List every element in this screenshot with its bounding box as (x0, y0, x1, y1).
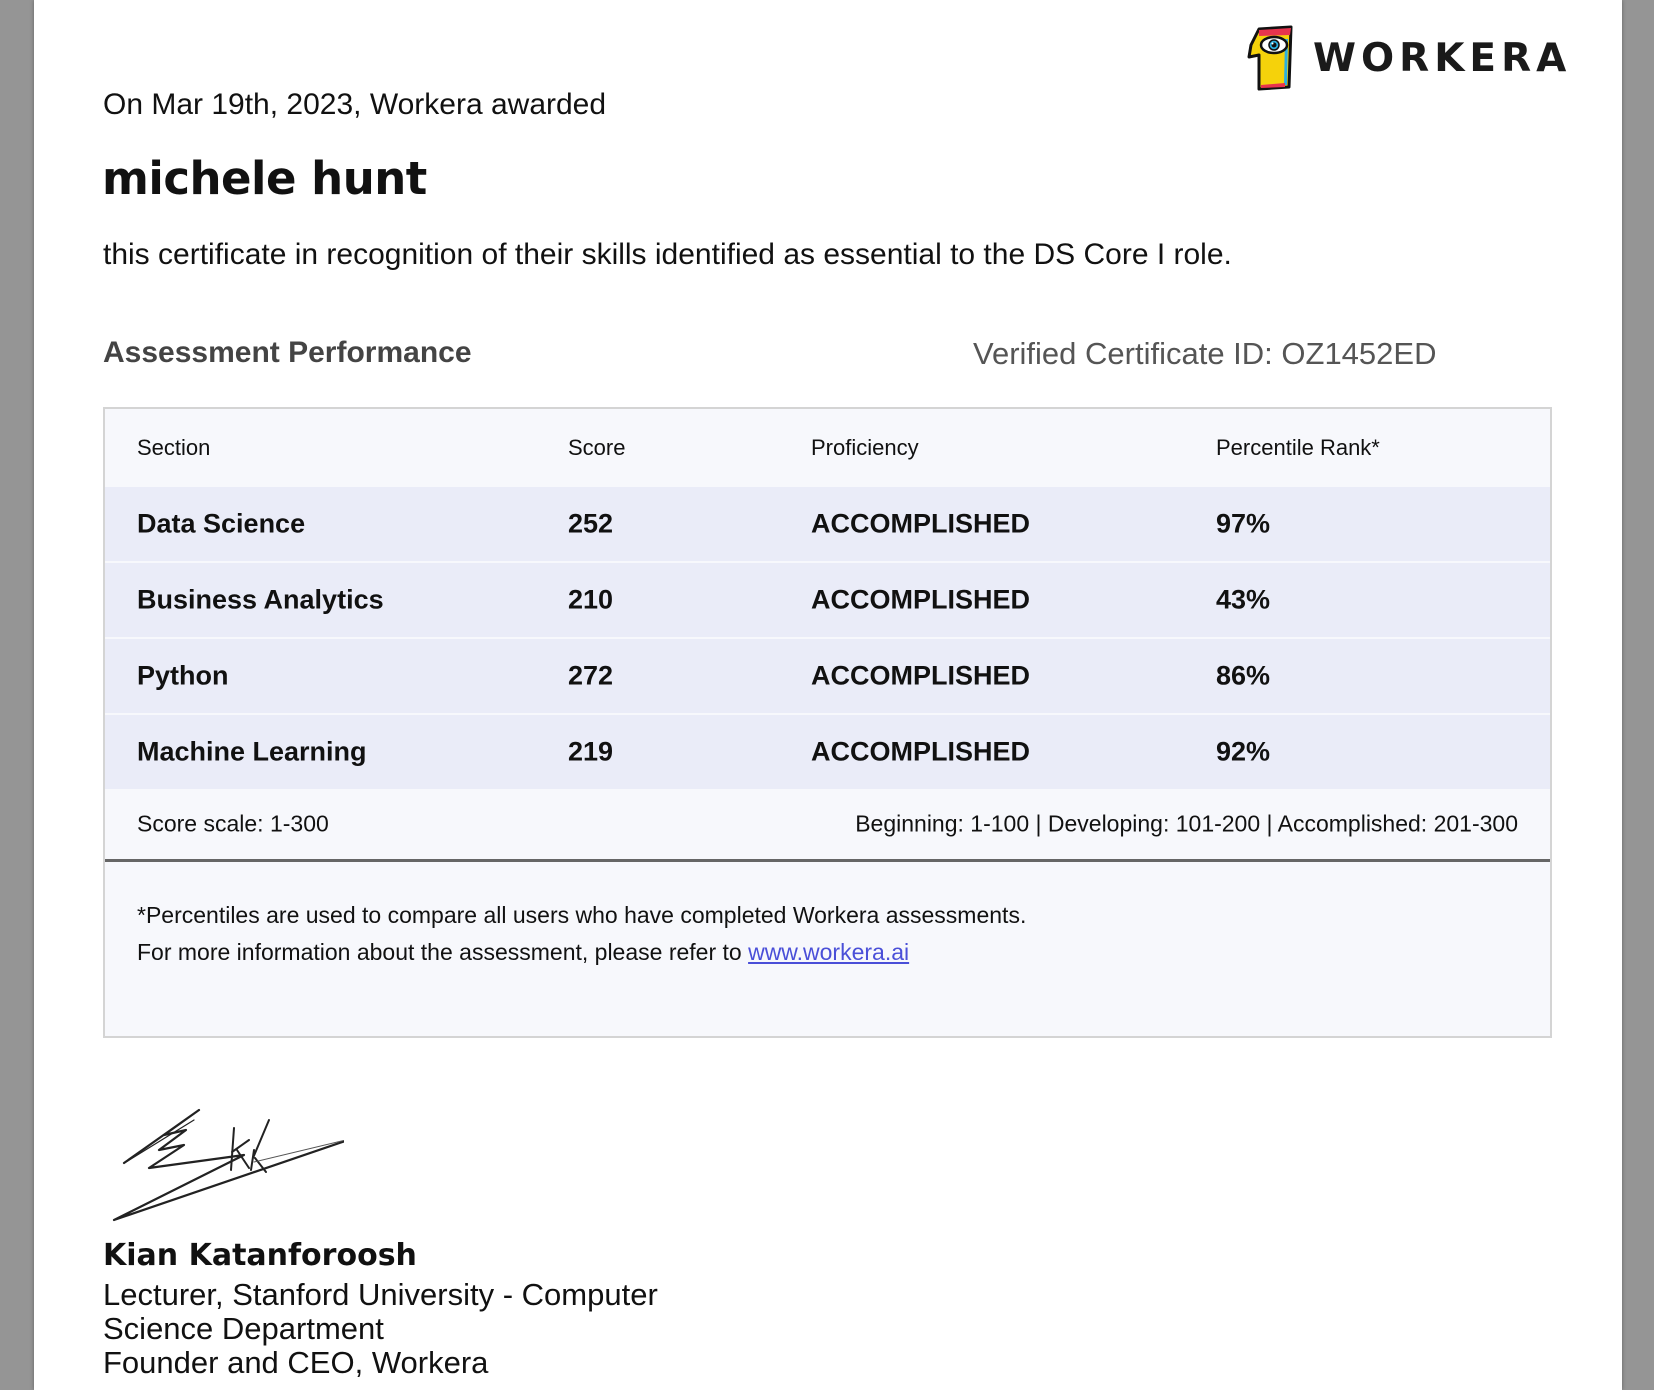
row-percentile: 97% (1216, 508, 1271, 539)
footnote-line-2 (137, 934, 1026, 971)
row-score: 272 (568, 660, 614, 691)
score-scale-row (105, 789, 1550, 862)
row-score: 252 (568, 508, 614, 539)
table-row (105, 563, 1550, 637)
row-proficiency: ACCOMPLISHED (811, 584, 1031, 615)
assessment-table (103, 407, 1552, 1038)
table-row (105, 487, 1550, 561)
table-row (105, 639, 1550, 713)
signatory-title (103, 1278, 743, 1380)
header-section: Section (137, 434, 211, 460)
proficiency-levels: Beginning: 1-100 | Developing: 101-200 | Accomplished: 201-300 (855, 810, 1518, 837)
score-scale: Score scale: 1-300 (137, 810, 329, 837)
row-score: 219 (568, 736, 614, 767)
row-percentile: 43% (1216, 584, 1271, 615)
row-proficiency: ACCOMPLISHED (811, 508, 1031, 539)
workera-wordmark: WORKERA (1313, 35, 1572, 81)
workera-eye-one-logo-icon (1245, 25, 1297, 91)
row-section: Business Analytics (137, 584, 384, 615)
header-proficiency: Proficiency (811, 434, 919, 460)
recipient-name: michele hunt (102, 152, 427, 205)
workera-website-link[interactable]: www.workera.ai (748, 939, 910, 965)
table-header-row (105, 409, 1550, 486)
row-proficiency: ACCOMPLISHED (811, 660, 1031, 691)
row-percentile: 86% (1216, 660, 1271, 691)
assessment-performance-heading: Assessment Performance (103, 336, 472, 369)
handwritten-signature-icon (104, 1100, 344, 1225)
percentile-footnote (137, 897, 1026, 971)
workera-logo (1245, 24, 1571, 92)
certificate-page (34, 0, 1622, 1390)
table-row (105, 715, 1550, 789)
header-percentile-rank: Percentile Rank* (1216, 434, 1380, 460)
footnote-line-2-text: For more information about the assessment, please refer to (137, 939, 749, 965)
recognition-text: this certificate in recognition of their skills identified as essential to the DS Core I role. (103, 238, 1232, 271)
signatory-title-line-2: Founder and CEO, Workera (103, 1345, 489, 1380)
verified-certificate-id: Verified Certificate ID: OZ1452ED (973, 336, 1437, 371)
row-section: Machine Learning (137, 736, 367, 767)
row-proficiency: ACCOMPLISHED (811, 736, 1031, 767)
signatory-title-line-1: Lecturer, Stanford University - Computer Science Department (103, 1277, 658, 1346)
row-score: 210 (568, 584, 614, 615)
row-section: Python (137, 660, 229, 691)
awarded-date-line: On Mar 19th, 2023, Workera awarded (103, 88, 607, 121)
row-percentile: 92% (1216, 736, 1271, 767)
header-score: Score (568, 434, 626, 460)
row-section: Data Science (137, 508, 306, 539)
signatory-name: Kian Katanforoosh (103, 1238, 417, 1273)
footnote-line-1: *Percentiles are used to compare all users who have completed Workera assessments. (137, 902, 1027, 928)
